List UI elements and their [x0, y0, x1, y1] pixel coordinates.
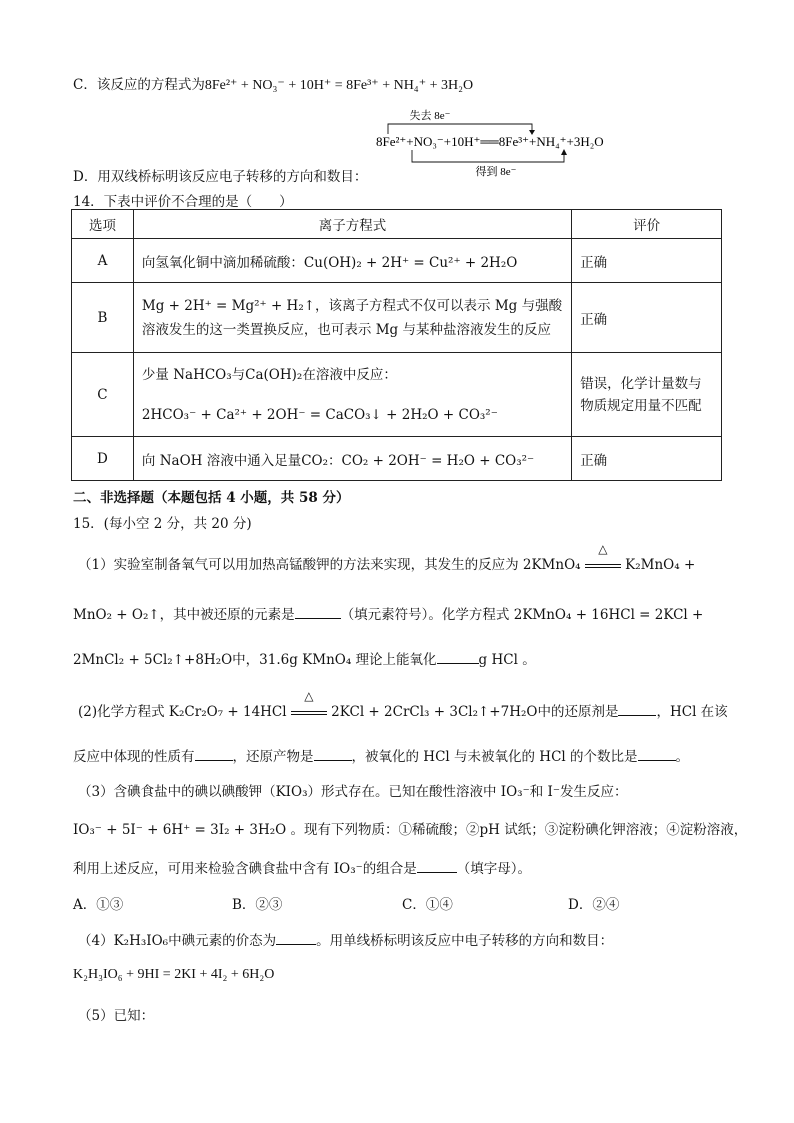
q15-part2-line2: [73, 745, 689, 765]
row-equation-line: 向 NaOH 溶液中通入足量CO₂：CO₂ + 2OH⁻ = H₂O + CO₃²⁻: [141, 452, 535, 469]
part2-text-end: ，HCl 在该: [656, 704, 728, 720]
answer-blank[interactable]: [314, 759, 352, 761]
table-row: [72, 353, 722, 437]
row-equation: [133, 437, 571, 481]
table-row: [72, 239, 722, 283]
part2-text: (2)化学方程式 K₂Cr₂O₇ + 14HCl: [78, 704, 287, 720]
part1-text: MnO₂ + O₂↑，其中被还原的元素是: [73, 607, 295, 623]
part1-text: （1）实验室制备氧气可以用加热高锰酸钾的方法来实现，其发生的反应为 2KMnO₄: [78, 557, 581, 573]
row-evaluation-line: 错误，化学计量数与: [580, 375, 702, 392]
row-equation-line: Mg + 2H⁺ = Mg²⁺ + H₂↑，该离子方程式不仅可以表示 Mg 与强酸: [141, 297, 563, 314]
part3-text: 利用上述反应，可用来检验含碘食盐中含有 IO₃⁻的组合是: [73, 861, 417, 877]
answer-blank[interactable]: [437, 662, 479, 664]
header-ionic-equation: 离子方程式: [133, 210, 571, 239]
answer-blank[interactable]: [417, 871, 457, 873]
part1-text-end: K₂MnO₄ +: [625, 557, 696, 573]
q15-part3-line3: [73, 857, 531, 877]
part2-text-end: 。: [675, 749, 690, 765]
row-equation-line: 少量 NaHCO₃与Ca(OH)₂在溶液中反应：: [141, 366, 397, 383]
row-evaluation: [572, 353, 722, 437]
q13-option-c: [73, 73, 473, 94]
choice-b[interactable]: B．②③: [232, 897, 283, 913]
double-bridge-diagram: [372, 104, 652, 180]
q15-part2-line1: [78, 689, 728, 720]
header-evaluation: 评价: [572, 210, 722, 239]
answer-blank[interactable]: [638, 759, 676, 761]
row-equation: [133, 239, 571, 283]
equals-bar: [585, 564, 621, 568]
q15-part1-line2: [73, 603, 703, 623]
part2-text: ，还原产物是: [232, 749, 314, 765]
row-evaluation: [572, 283, 722, 353]
row-evaluation-line: 正确: [580, 254, 608, 271]
diagram-equation: 8Fe²⁺+NO₃⁻+10H⁺══8Fe³⁺+NH₄⁺+3H₂O: [376, 134, 604, 149]
table-row: [72, 283, 722, 353]
row-equation-line: 向氢氧化铜中滴加稀硫酸：Cu(OH)₂ + 2H⁺ = Cu²⁺ + 2H₂O: [141, 254, 518, 271]
q14-stem: 14．下表中评价不合理的是（ ）: [73, 194, 293, 210]
gain-bridge-line: [412, 150, 564, 162]
q15-part4-line1: [78, 929, 613, 949]
q13-option-c-prefix: C．该反应的方程式为: [73, 77, 205, 93]
q15-stem: 15．(每小空 2 分，共 20 分): [73, 516, 252, 532]
row-equation-line: 2HCO₃⁻ + Ca²⁺ + 2OH⁻ = CaCO₃↓ + 2H₂O + CO₃²⁻: [141, 406, 498, 423]
row-evaluation-line: 正确: [580, 311, 608, 328]
row-evaluation: [572, 239, 722, 283]
row-equation-line: 溶液发生的这一类置换反应，也可表示 Mg 与某种盐溶液发生的反应: [141, 321, 551, 338]
row-option: C: [72, 353, 134, 437]
row-evaluation-line: 物质规定用量不匹配: [580, 397, 702, 414]
heat-equals-sign: [291, 689, 327, 720]
row-evaluation: [572, 437, 722, 481]
part1-text-end: g HCl 。: [478, 652, 536, 668]
gain-electrons-label: 得到 8e⁻: [475, 166, 517, 178]
q15-part5: （5）已知：: [78, 1008, 155, 1024]
heat-triangle-icon: △: [304, 689, 314, 703]
gain-bridge-arrowhead: [561, 149, 567, 155]
part2-text: 反应中体现的性质有: [73, 749, 195, 765]
lost-bridge-line: [388, 124, 532, 134]
answer-blank[interactable]: [276, 943, 316, 945]
answer-blank[interactable]: [195, 759, 233, 761]
part2-text: 2KCl + 2CrCl₃ + 3Cl₂↑+7H₂O中的还原剂是: [331, 704, 619, 720]
choice-d[interactable]: D．②④: [568, 897, 620, 913]
part1-text: 2MnCl₂ + 5Cl₂↑+8H₂O中，31.6g KMnO₄ 理论上能氧化: [73, 652, 437, 668]
part1-text-end: （填元素符号）。化学方程式 2KMnO₄ + 16HCl = 2KCl +: [340, 607, 704, 623]
answer-blank[interactable]: [618, 714, 656, 716]
row-option: D: [72, 437, 134, 481]
part4-text: （4）K₂H₃IO₆中碘元素的价态为: [78, 933, 277, 949]
heat-equals-sign: [585, 542, 621, 573]
row-option: A: [72, 239, 134, 283]
row-option: B: [72, 283, 134, 353]
row-evaluation-line: 正确: [580, 452, 608, 469]
q15-part3-line1: （3）含碘食盐中的碘以碘酸钾（KIO₃）形式存在。已知在酸性溶液中 IO₃⁻和 I⁻发生反应：: [78, 784, 628, 800]
q15-part1-line1: [78, 542, 696, 573]
part2-text: ，被氧化的 HCl 与未被氧化的 HCl 的个数比是: [351, 749, 638, 765]
answer-blank[interactable]: [295, 617, 341, 619]
row-equation: [133, 353, 571, 437]
q15-part1-line3: [73, 648, 536, 668]
q15-part4-equation: K₂H₃IO₆ + 9HI = 2KI + 4I₂ + 6H₂O: [73, 967, 275, 982]
choice-a[interactable]: A．①③: [73, 897, 124, 913]
table-row: [72, 437, 722, 481]
q15-part3-line2: IO₃⁻ + 5I⁻ + 6H⁺ = 3I₂ + 3H₂O 。现有下列物质：①稀硫酸；②pH 试纸；③淀粉碘化钾溶液；④淀粉溶液，: [73, 822, 748, 838]
lost-electrons-label: 失去 8e⁻: [409, 110, 451, 122]
q13-option-c-equation: 8Fe²⁺ + NO₃⁻ + 10H⁺ = 8Fe³⁺ + NH₄⁺ + 3H₂O: [204, 78, 474, 93]
equals-bar: [291, 711, 327, 715]
section-heading: 二、非选择题（本题包括 4 小题，共 58 分）: [73, 490, 350, 506]
choice-c[interactable]: C．①④: [402, 897, 453, 913]
q13-option-d: D．用双线桥标明该反应电子转移的方向和数目：: [73, 169, 368, 185]
q14-table: [71, 209, 722, 481]
heat-triangle-icon: △: [598, 542, 608, 556]
part4-text-end: 。用单线桥标明该反应中电子转移的方向和数目：: [316, 933, 614, 949]
row-equation: [133, 283, 571, 353]
part3-text-end: （填字母）。: [456, 861, 531, 877]
table-header-row: [72, 210, 722, 239]
header-option: 选项: [72, 210, 134, 239]
